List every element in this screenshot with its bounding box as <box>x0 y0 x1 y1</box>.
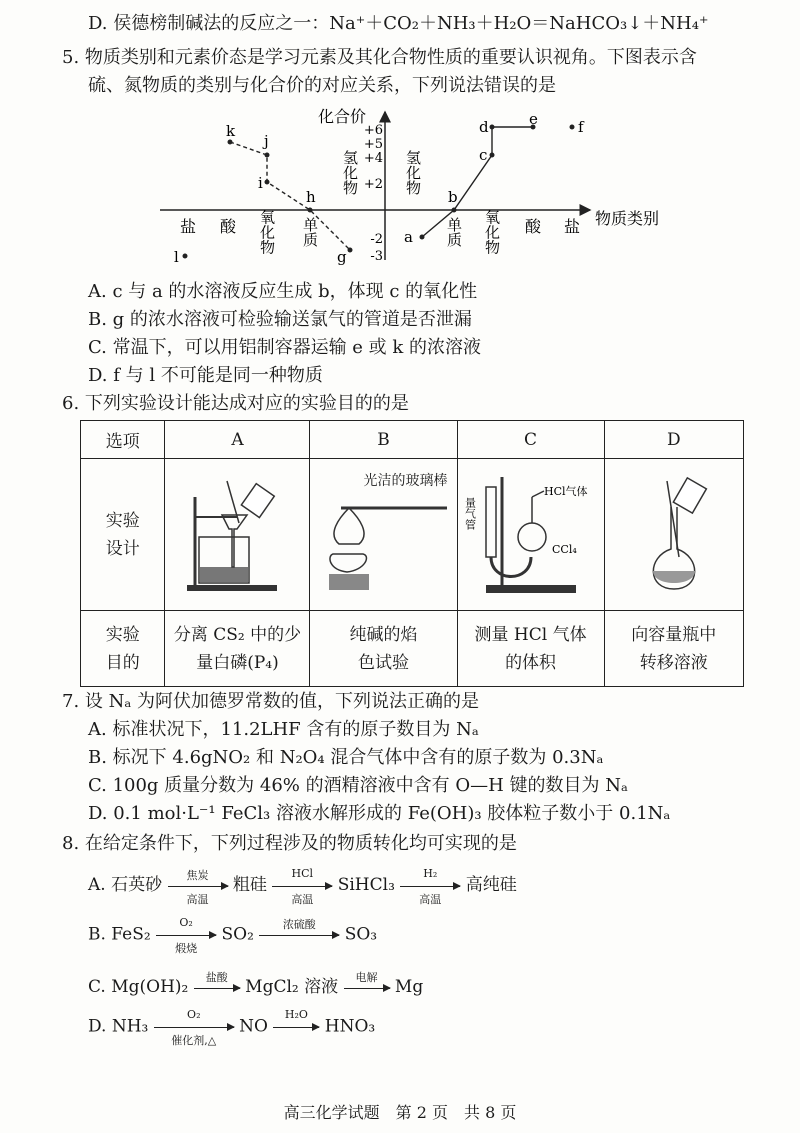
sulfur-lines <box>230 142 350 250</box>
arrow-a3: H₂ 高温 <box>400 875 460 897</box>
arrow-a2: HCl 高温 <box>272 875 332 897</box>
q7-option-a: A. 标准状况下，11.2LHF 含有的原子数目为 Nₐ <box>88 719 479 740</box>
q8-stem: 8. 在给定条件下，下列过程涉及的物质转化均可实现的是 <box>62 833 517 854</box>
label-j: j <box>264 132 269 150</box>
label-g: g <box>337 248 347 266</box>
point-d <box>490 125 495 130</box>
glass-rod-label: 光洁的玻璃棒 <box>363 473 448 489</box>
tick-p5: +5 <box>363 137 383 152</box>
point-j <box>265 153 270 158</box>
apparatus-c <box>457 459 604 611</box>
header-c: C <box>457 421 604 459</box>
point-a <box>420 235 425 240</box>
hydride-left: 氢化物 <box>341 150 359 195</box>
q5-stem-line1: 5. 物质类别和元素价态是学习元素及其化合物性质的重要认识视角。下图表示含 <box>62 47 697 68</box>
label-i: i <box>258 174 263 192</box>
q4-option-d: D. 侯德榜制碱法的反应之一：Na⁺＋CO₂＋NH₃＋H₂O＝NaHCO₃↓＋NH₄⁺ <box>88 13 709 34</box>
point-i <box>265 180 270 185</box>
valence-chart <box>140 100 700 280</box>
cat-element-left: 单质 <box>301 217 319 247</box>
hcl-label: HCl气体 <box>543 485 588 498</box>
q7-option-d: D. 0.1 mol·L⁻¹ FeCl₃ 溶液水解形成的 Fe(OH)₃ 胶体粒子数小于 0.1Nₐ <box>88 803 671 824</box>
cat-salt-left: 盐 <box>179 217 197 236</box>
cat-acid-left: 酸 <box>219 217 237 236</box>
purpose-a: 分离 CS₂ 中的少量白磷(P₄) <box>165 611 310 687</box>
arrow-b2: 浓硫酸 <box>259 924 339 946</box>
q7-option-c: C. 100g 质量分数为 46% 的酒精溶液中含有 O—H 键的数目为 Nₐ <box>88 775 628 796</box>
q7-stem: 7. 设 Nₐ 为阿伏加德罗常数的值，下列说法正确的是 <box>62 691 480 712</box>
label-a: a <box>404 228 413 246</box>
apparatus-d <box>604 459 743 611</box>
header-option: 选项 <box>81 421 165 459</box>
purpose-c: 测量 HCl 气体的体积 <box>457 611 604 687</box>
purpose-d: 向容量瓶中转移溶液 <box>604 611 743 687</box>
apparatus-b <box>310 459 457 611</box>
tick-m3: -3 <box>370 249 383 264</box>
cat-oxide-right: 氧化物 <box>483 209 501 255</box>
ccl4-label: CCl₄ <box>551 543 577 556</box>
label-e: e <box>529 110 538 128</box>
cat-salt-right: 盐 <box>563 217 581 236</box>
tick-p4: +4 <box>363 151 383 166</box>
arrow-d1: O₂ 催化剂,△ <box>154 1016 234 1038</box>
point-h <box>308 208 313 213</box>
arrow-b1: O₂ 煅烧 <box>156 924 216 946</box>
label-h: h <box>306 188 316 206</box>
purpose-b: 纯碱的焰色试验 <box>310 611 457 687</box>
q5-option-a: A. c 与 a 的水溶液反应生成 b，体现 c 的氧化性 <box>88 281 478 302</box>
page-footer: 高三化学试题 第 2 页 共 8 页 <box>283 1103 517 1122</box>
label-b: b <box>448 188 458 206</box>
label-f: f <box>578 118 584 136</box>
q5-option-d: D. f 与 l 不可能是同一种物质 <box>88 365 323 386</box>
row-purpose-label: 实验目的 <box>81 611 165 687</box>
flame-test-apparatus <box>319 494 449 594</box>
nitrogen-lines <box>422 127 533 237</box>
burette-label: 量气管 <box>463 497 477 530</box>
cat-element-right: 单质 <box>445 217 463 247</box>
volumetric-flask-apparatus <box>619 467 729 597</box>
y-ticks <box>364 123 383 264</box>
filtration-apparatus <box>177 467 297 597</box>
tick-p2: +2 <box>363 177 383 192</box>
cat-acid-right: 酸 <box>524 217 542 236</box>
tick-p6: +6 <box>363 123 383 138</box>
header-a: A <box>165 421 310 459</box>
header-b: B <box>310 421 457 459</box>
gas-measure-apparatus <box>463 467 596 597</box>
q6-table <box>80 420 744 687</box>
q5-option-c: C. 常温下，可以用铝制容器运输 e 或 k 的浓溶液 <box>88 337 482 358</box>
q8-option-a: A. 石英砂 焦炭 高温 粗硅 HCl 高温 SiHCl₃ H₂ 高温 高纯硅 <box>88 866 517 906</box>
q5-option-b: B. g 的浓水溶液可检验输送氯气的管道是否泄漏 <box>88 309 472 330</box>
cat-oxide-left: 氧化物 <box>258 209 276 255</box>
apparatus-a <box>165 459 310 611</box>
point-g <box>348 248 353 253</box>
q7-option-b: B. 标况下 4.6gNO₂ 和 N₂O₄ 混合气体中含有的原子数为 0.3Nₐ <box>88 747 604 768</box>
q8-option-b: B. FeS₂ O₂ 煅烧 SO₂ 浓硫酸 SO₃ <box>88 916 378 955</box>
x-axis-label: 物质类别 <box>595 209 660 228</box>
label-c: c <box>479 146 488 164</box>
point-c <box>490 153 495 158</box>
point-k <box>228 140 233 145</box>
tick-m2: -2 <box>370 232 383 247</box>
point-f <box>570 125 575 130</box>
row-design-label: 实验设计 <box>81 459 165 611</box>
y-axis-label: 化合价 <box>318 107 367 126</box>
label-l: l <box>174 248 179 266</box>
q5-stem-line2: 硫、氮物质的类别与化合价的对应关系，下列说法错误的是 <box>88 75 556 96</box>
arrow-d2: H₂O <box>273 1016 319 1038</box>
q8-option-c: C. Mg(OH)₂ 盐酸 MgCl₂ 溶液 电解 Mg <box>88 970 424 997</box>
point-l <box>183 254 188 259</box>
header-d: D <box>604 421 743 459</box>
label-d: d <box>479 118 489 136</box>
left-categories <box>180 210 319 256</box>
right-categories <box>445 210 580 256</box>
arrow-a1: 焦炭 高温 <box>168 875 228 897</box>
q6-stem: 6. 下列实验设计能达成对应的实验目的的是 <box>62 393 409 414</box>
point-b <box>452 208 457 213</box>
label-k: k <box>226 122 236 140</box>
q8-option-d: D. NH₃ O₂ 催化剂,△ NO H₂O HNO₃ <box>88 1008 376 1047</box>
hydride-right: 氢化物 <box>404 150 422 195</box>
arrow-c1: 盐酸 <box>194 977 240 999</box>
arrow-c2: 电解 <box>344 977 390 999</box>
